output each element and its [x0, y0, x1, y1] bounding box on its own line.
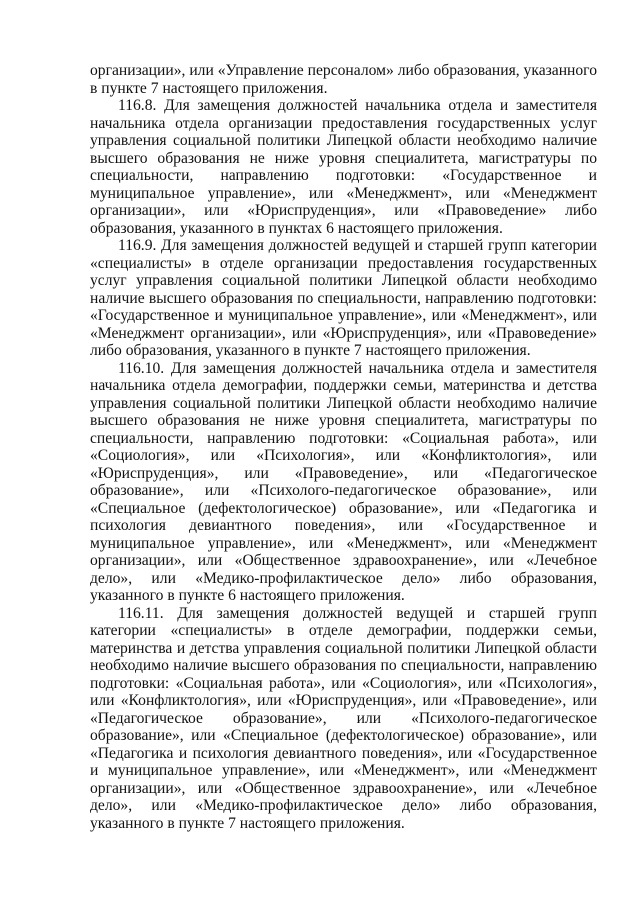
paragraph-116-9: 116.9. Для замещения должностей ведущей и старшей групп категории «специалисты» в отделе организации предоставления государственных услуг управления социальной политики Липецкой области необходимо наличие высшего образования по специальности, направлению подготовки: «Государственное и муниципальное управление», или «Менеджмент», или «Менеджмент организации», или «Юриспруденция», или «Правоведение» либо образования, указанного в пункте 7 настоящего приложения. — [90, 237, 597, 359]
paragraph-116-11: 116.11. Для замещения должностей ведущей и старшей групп категории «специалисты» в отделе демографии, поддержки семьи, материнства и детства управления социальной политики Липецкой области необходимо наличие высшего образования по специальности, направлению подготовки: «Социальная работа», или «Социология», или «Психология», или «Конфликтология», или «Юриспруденция», или «Правоведение», или «Педагогическое образование», или «Психолого-педагогическое образование», или «Специальное (дефектологическое) образование», или «Педагогика и психология девиантного поведения», или «Государственное и муниципальное управление», или «Менеджмент», или «Менеджмент организации», или «Общественное здравоохранение», или «Лечебное дело», или «Медико-профилактическое дело» либо образования, указанного в пункте 7 настоящего приложения. — [90, 604, 597, 832]
paragraph-116-8: 116.8. Для замещения должностей начальника отдела и заместителя начальника отдела организации предоставления государственных услуг управления социальной политики Липецкой области необходимо наличие высшего образования не ниже уровня специалитета, магистратуры по специальности, направлению подготовки: «Государственное и муниципальное управление», или «Менеджмент», или «Менеджмент организации», или «Юриспруденция», или «Правоведение» либо образования, указанного в пунктах 6 настоящего приложения. — [90, 97, 597, 237]
paragraph-116-10: 116.10. Для замещения должностей начальника отдела и заместителя начальника отдела демографии, поддержки семьи, материнства и детства управления социальной политики Липецкой области необходимо наличие высшего образования не ниже уровня специалитета, магистратуры по специальности, направлению подготовки: «Социальная работа», или «Социология», или «Психология», или «Конфликтология», или «Юриспруденция», или «Правоведение», или «Педагогическое образование», или «Психолого-педагогическое образование», или «Специальное (дефектологическое) образование», или «Педагогика и психология девиантного поведения», или «Государственное и муниципальное управление», или «Менеджмент», или «Менеджмент организации», или «Общественное здравоохранение», или «Лечебное дело», или «Медико-профилактическое дело» либо образования, указанного в пункте 6 настоящего приложения. — [90, 359, 597, 604]
document-page — [90, 62, 597, 832]
paragraph-continuation: организации», или «Управление персоналом» либо образования, указанного в пункте 7 настоящего приложения. — [90, 62, 597, 97]
